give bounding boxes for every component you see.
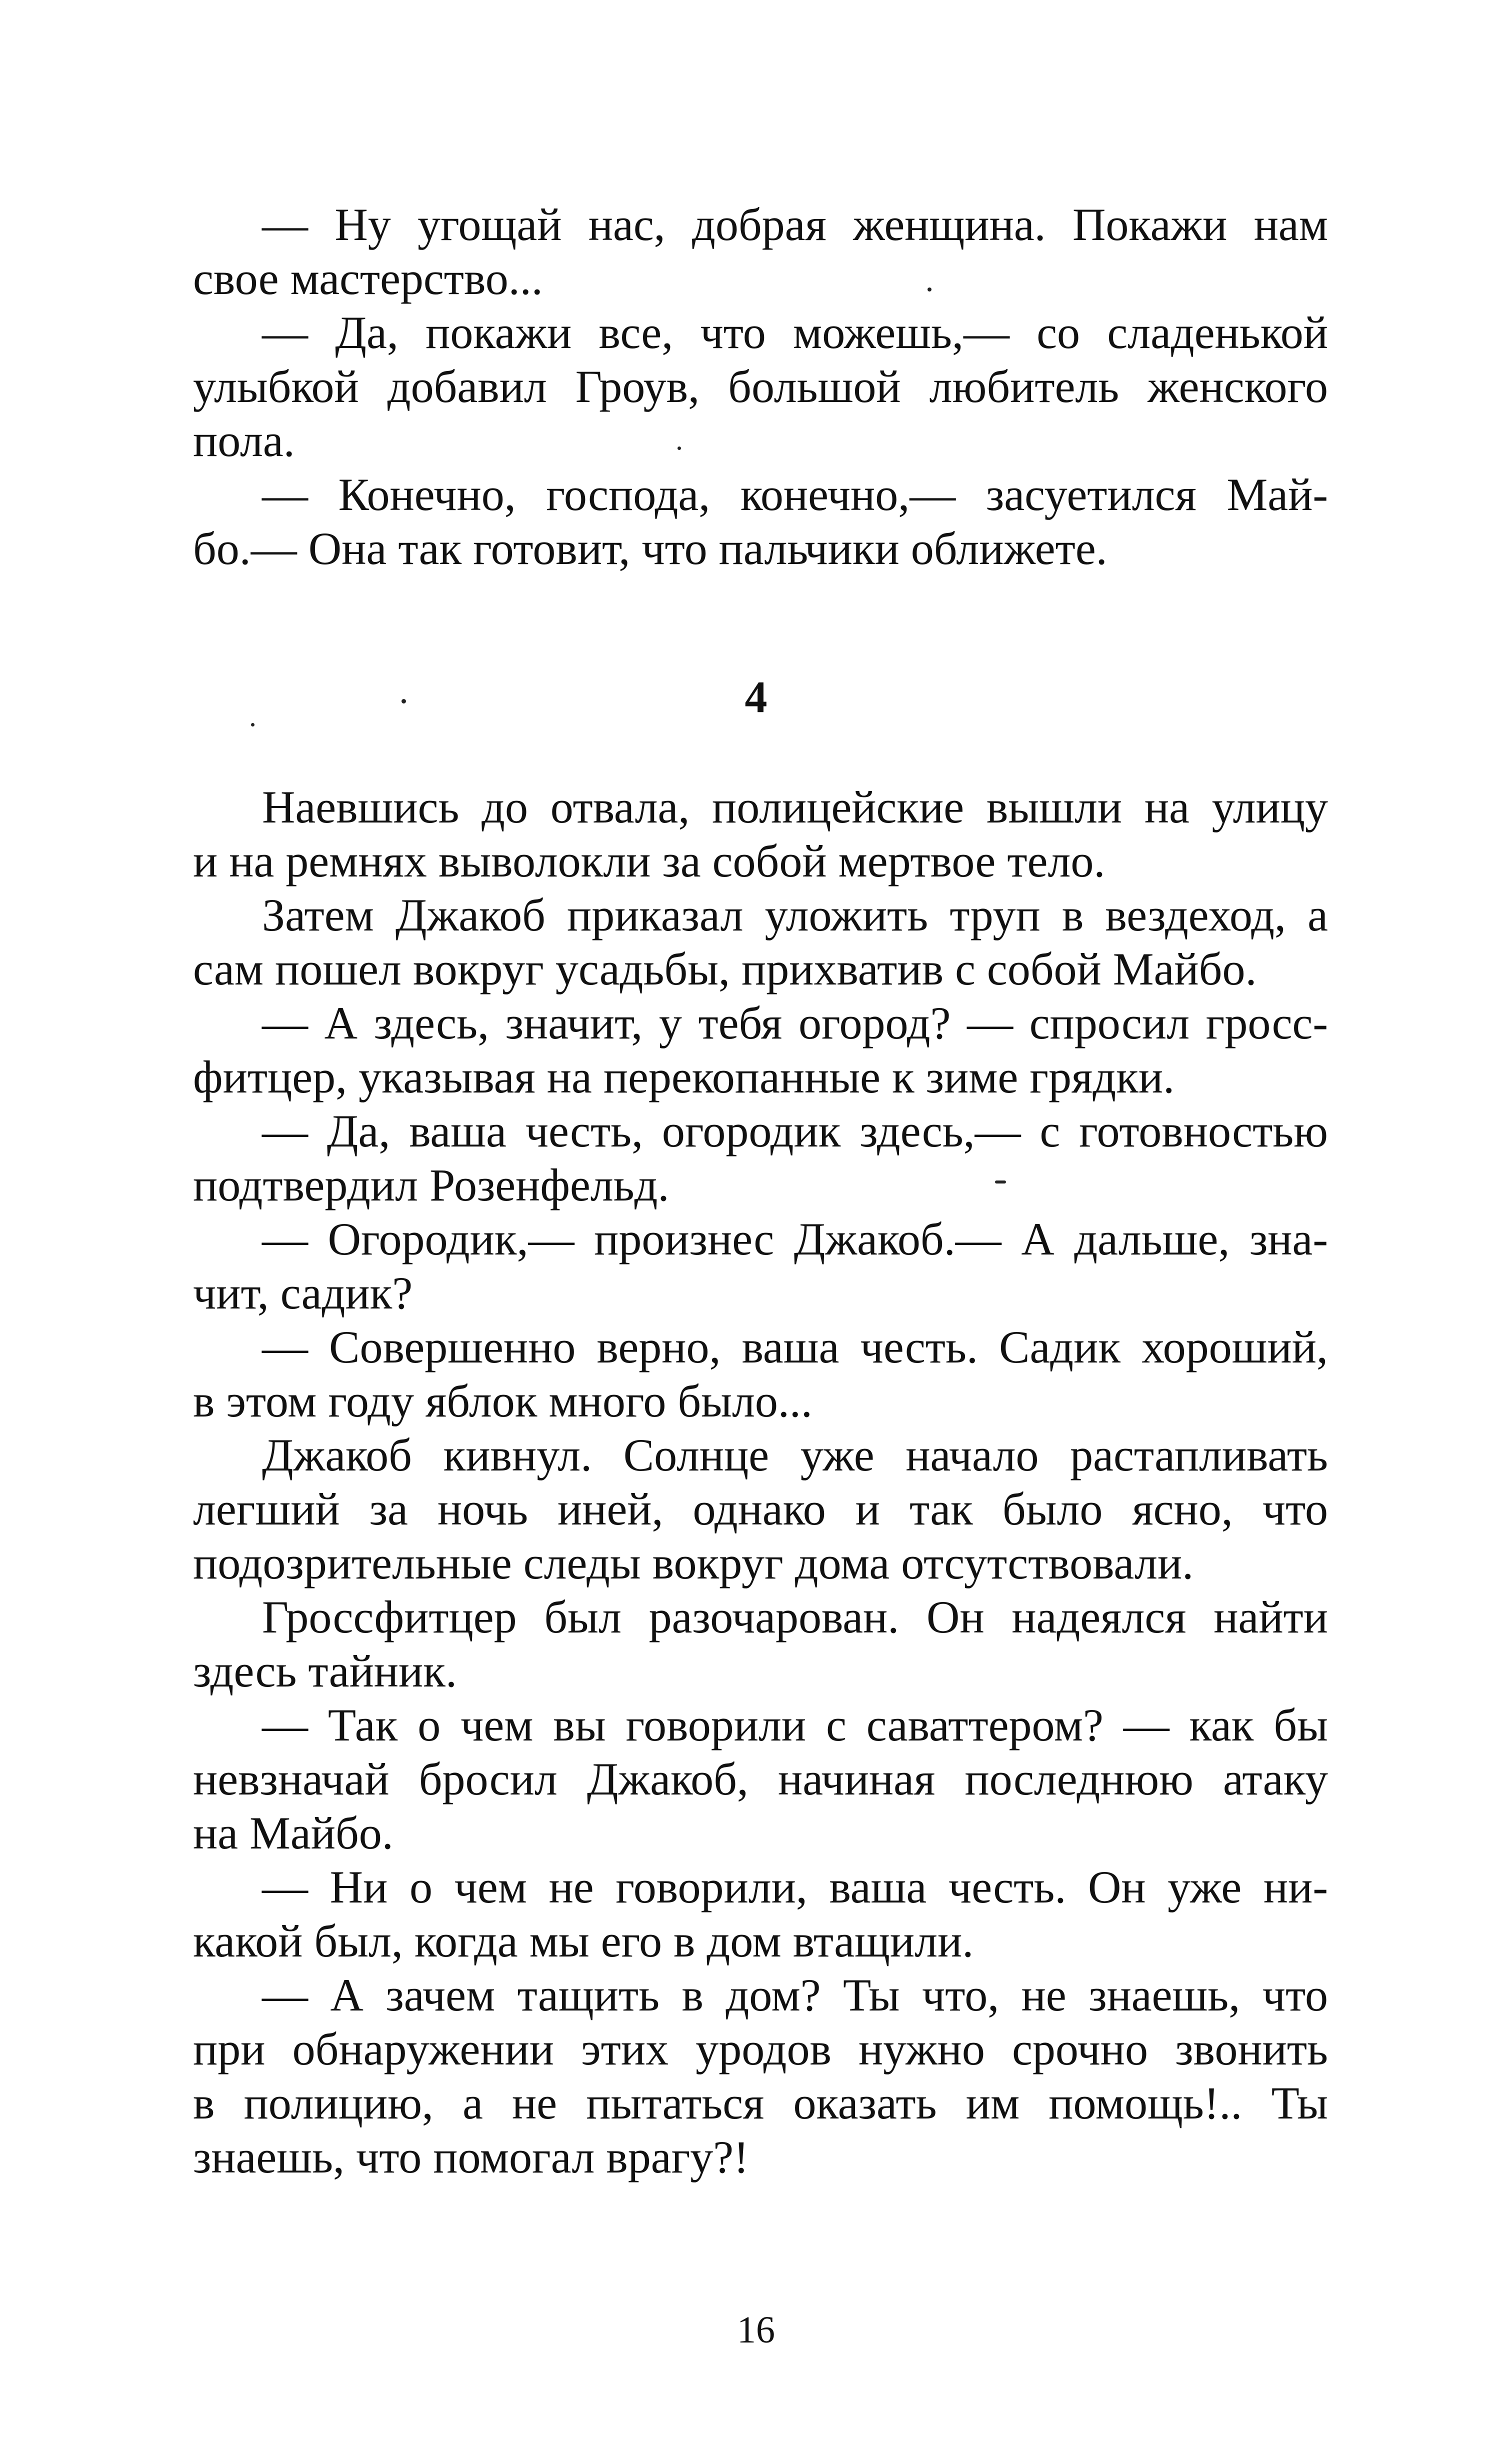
scan-speck: [251, 723, 254, 726]
text-line: в полицию, а не пытаться оказать им помощь!.. Ты: [193, 2078, 1328, 2128]
text-line: Наевшись до отвала, полицейские вышли на улицу: [262, 782, 1328, 832]
text-line: свое мастерство...: [193, 253, 543, 304]
text-line: при обнаружении этих уродов нужно срочно звонить: [193, 2024, 1328, 2074]
text-line: Затем Джакоб приказал уложить труп в вездеход, а: [262, 890, 1328, 940]
scan-speck: [402, 699, 406, 704]
text-line: — Да, ваша честь, огородик здесь,— с готовностью: [262, 1106, 1328, 1156]
text-line: — А зачем тащить в дом? Ты что, не знаешь, что: [262, 1970, 1328, 2020]
text-line: легший за ночь иней, однако и так было ясно, что: [193, 1484, 1328, 1534]
scan-speck: [678, 446, 681, 450]
text-line: — Ни о чем не говорили, ваша честь. Он уже ни-: [262, 1862, 1328, 1912]
text-line: подозрительные следы вокруг дома отсутствовали.: [193, 1538, 1194, 1588]
text-section-top: [193, 198, 1328, 576]
text-line: — Так о чем вы говорили с саваттером? — как бы: [262, 1700, 1328, 1750]
text-line: и на ремнях выволокли за собой мертвое тело.: [193, 836, 1106, 886]
text-line: фитцер, указывая на перекопанные к зиме грядки.: [193, 1052, 1175, 1102]
text-line: на Майбо.: [193, 1808, 394, 1858]
text-line: — А здесь, значит, у тебя огород? — спросил гросс-: [262, 998, 1328, 1048]
text-line: Джакоб кивнул. Солнце уже начало растапливать: [262, 1430, 1328, 1480]
text-line: — Ну угощай нас, добрая женщина. Покажи нам: [262, 199, 1328, 250]
text-line: — Да, покажи все, что можешь,— со сладенькой: [262, 307, 1328, 358]
text-line: какой был, когда мы его в дом втащили.: [193, 1916, 974, 1966]
text-section-main: [193, 780, 1328, 2184]
scan-speck: [995, 1180, 1006, 1184]
text-line: бо.— Она так готовит, что пальчики оближете.: [193, 523, 1108, 574]
text-line: Гроссфитцер был разочарован. Он надеялся найти: [262, 1592, 1328, 1642]
text-line: — Совершенно верно, ваша честь. Садик хороший,: [262, 1322, 1328, 1372]
text-line: — Конечно, господа, конечно,— засуетился Май-: [262, 469, 1328, 520]
chapter-number: 4: [744, 672, 768, 722]
text-line: сам пошел вокруг усадьбы, прихватив с собой Майбо.: [193, 944, 1257, 994]
text-line: улыбкой добавил Гроув, большой любитель женского: [193, 361, 1328, 412]
text-line: пола.: [193, 415, 295, 466]
text-line: знаешь, что помогал врагу?!: [193, 2132, 749, 2182]
text-line: чит, садик?: [193, 1268, 413, 1318]
text-line: в этом году яблок много было...: [193, 1376, 812, 1426]
scan-speck: [928, 288, 932, 292]
text-line: подтвердил Розенфельд.: [193, 1160, 670, 1210]
text-line: невзначай бросил Джакоб, начиная последнюю атаку: [193, 1754, 1328, 1804]
text-line: здесь тайник.: [193, 1646, 457, 1696]
page-number: 16: [737, 2309, 775, 2351]
text-line: — Огородик,— произнес Джакоб.— А дальше, зна-: [262, 1214, 1328, 1264]
